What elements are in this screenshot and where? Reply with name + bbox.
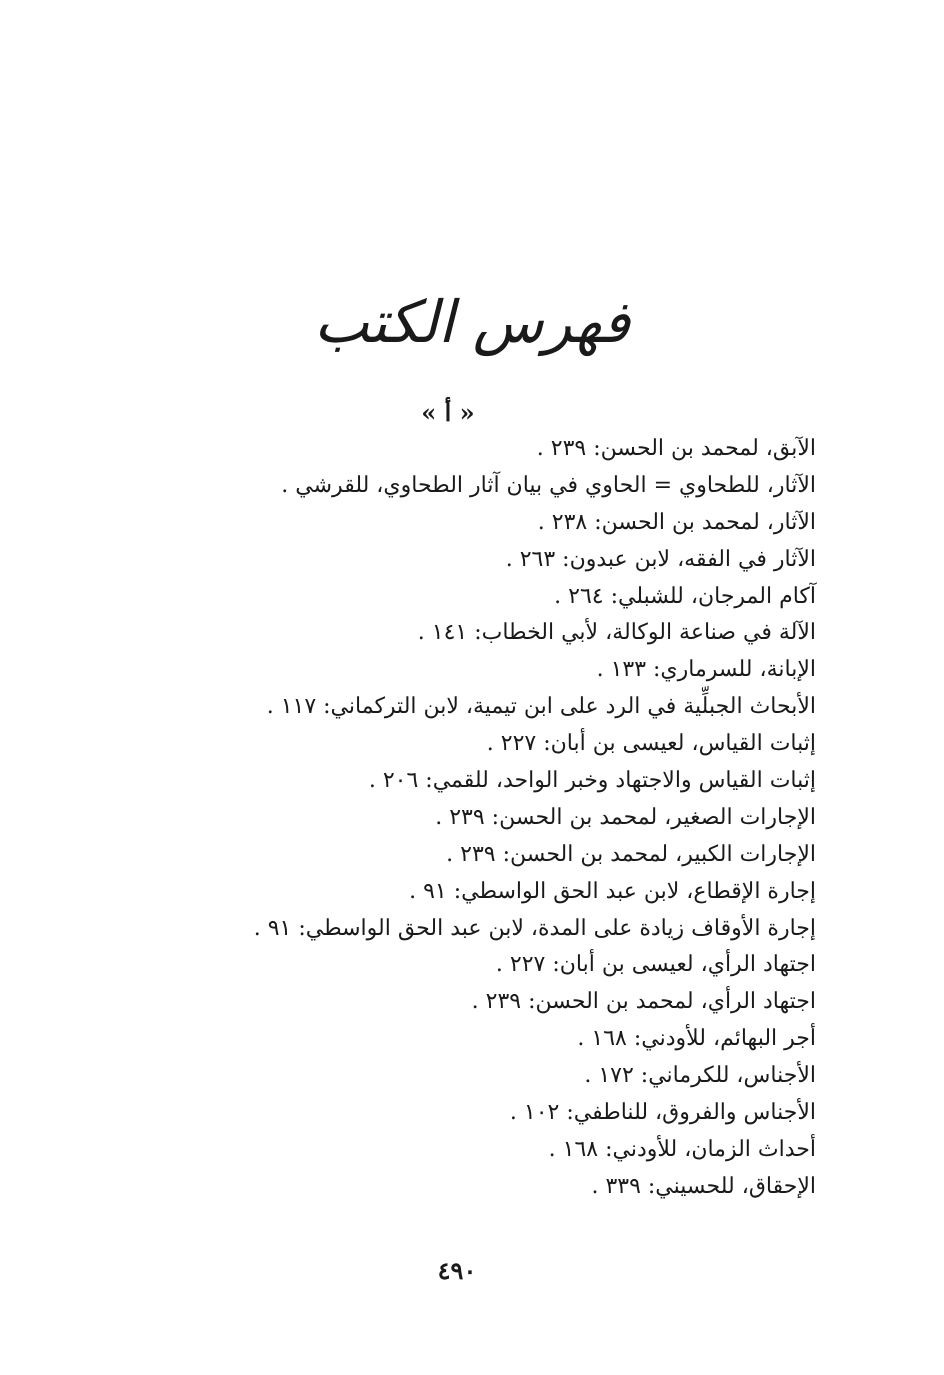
page-title: فهرس الكتب	[314, 288, 630, 356]
list-item: الآثار في الفقه، لابن عبدون: ٢٦٣ .	[505, 546, 816, 572]
list-item: أجر البهائم، للأودني: ١٦٨ .	[577, 1026, 816, 1052]
list-item: الإبانة، للسرماري: ١٣٣ .	[596, 657, 816, 683]
list-item: اجتهاد الرأي، لمحمد بن الحسن: ٢٣٩ .	[471, 989, 816, 1015]
list-item: إجارة الأوقاف زيادة على المدة، لابن عبد الحق الواسطي: ٩١ .	[253, 915, 816, 941]
list-item: الأجناس، للكرماني: ١٧٢ .	[584, 1063, 816, 1089]
list-item: إجارة الإقطاع، لابن عبد الحق الواسطي: ٩١ .	[409, 878, 816, 904]
list-item: اجتهاد الرأي، لعيسى بن أبان: ٢٢٧ .	[495, 952, 816, 978]
list-item: الآلة في صناعة الوكالة، لأبي الخطاب: ١٤١ .	[417, 620, 816, 646]
list-item: الإجارات الصغير، لمحمد بن الحسن: ٢٣٩ .	[435, 804, 816, 830]
list-item: الآبق، لمحمد بن الحسن: ٢٣٩ .	[536, 436, 816, 461]
list-item: الآثار، لمحمد بن الحسن: ٢٣٨ .	[537, 509, 816, 535]
list-item: إثبات القياس، لعيسى بن أبان: ٢٢٧ .	[486, 731, 816, 757]
list-item: أحداث الزمان، للأودني: ١٦٨ .	[548, 1136, 816, 1162]
section-letter-heading: « أ »	[421, 398, 475, 427]
list-item: إثبات القياس والاجتهاد وخبر الواحد، للقمي: ٢٠٦ .	[368, 768, 816, 794]
list-item: الإجارات الكبير، لمحمد بن الحسن: ٢٣٩ .	[446, 841, 816, 867]
list-item: الإحقاق، للحسيني: ٣٣٩ .	[591, 1173, 816, 1199]
list-item: آكام المرجان، للشبلي: ٢٦٤ .	[554, 583, 816, 609]
page-number: ٤٩٠	[437, 1256, 477, 1285]
list-item: الأجناس والفروق، للناطفي: ١٠٢ .	[509, 1100, 816, 1126]
list-item: الأبحاث الجبلِّية في الرد على ابن تيمية، لابن التركماني: ١١٧ .	[266, 694, 816, 720]
list-item: الآثار، للطحاوي = الحاوي في بيان آثار الطحاوي، للقرشي .	[281, 472, 816, 498]
book-index-list	[136, 431, 816, 1206]
